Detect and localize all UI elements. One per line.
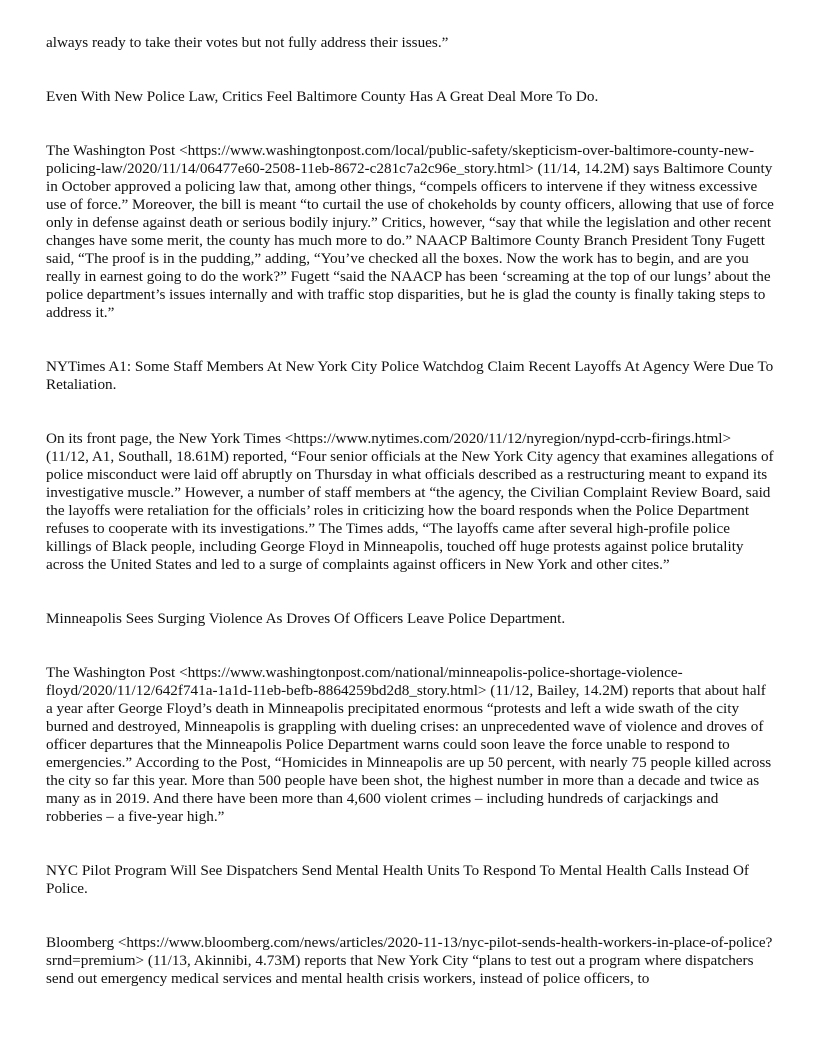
body-paragraph-minneapolis: The Washington Post <https://www.washingtonpost.com/national/minneapolis-police-shortage-violence-floyd/2020/11/12/642f741a-1a1d-11eb-befb-8864259bd2d8_story.html> (11/12, Bailey, 14.2M) reports that about half a year after George Floyd’s death in Minneapolis precipitated enormous “protests and left a wide swath of the city burned and destroyed, Minneapolis is grappling with dueling crises: an unprecedented wave of violence and droves of officer departures that the Minneapolis Police Department warns could soon leave the force unable to respond to emergencies.” According to the Post, “Homicides in Minneapolis are up 50 percent, with nearly 75 people killed across the city so far this year. More than 500 people have been shot, the highest number in more than a decade and twice as many as in 2019. And there have been more than 4,600 violent crimes – including hundreds of carjackings and robberies – a five-year high.” (46, 664, 772, 825)
body-paragraph-continued: always ready to take their votes but not fully address their issues.” (46, 34, 449, 51)
headline-nyc-pilot: NYC Pilot Program Will See Dispatchers Send Mental Health Units To Respond To Mental Health Calls Instead Of Police. (46, 862, 749, 897)
body-paragraph-nyc-watchdog: On its front page, the New York Times <https://www.nytimes.com/2020/11/12/nyregion/nypd-ccrb-firings.html> (11/12, A1, Southall, 18.61M) reported, “Four senior officials at the New York City agency that examines allegations of police misconduct were laid off abruptly on Thursday in what officials described as a restructuring meant to expand its investigative muscle.” However, a number of staff members at “the agency, the Civilian Complaint Review Board, said the layoffs were retaliation for the officials’ roles in criticizing how the board responds when the Police Department refuses to cooperate with its investigations.” The Times adds, “The layoffs came after several high-profile police killings of Black people, including George Floyd in Minneapolis, touched off huge protests against police brutality across the United States and led to a surge of complaints against officers in New York and other cites.” (46, 430, 774, 573)
headline-minneapolis: Minneapolis Sees Surging Violence As Droves Of Officers Leave Police Department. (46, 610, 566, 627)
headline-nyc-watchdog: NYTimes A1: Some Staff Members At New York City Police Watchdog Claim Recent Layoffs At Agency Were Due To Retaliation. (46, 358, 774, 393)
body-paragraph-nyc-pilot: Bloomberg <https://www.bloomberg.com/news/articles/2020-11-13/nyc-pilot-sends-health-workers-in-place-of-police?srnd=premium> (11/13, Akinnibi, 4.73M) reports that New York City “plans to test out a program where dispatchers send out emergency medical services and mental health crisis workers, instead of police officers, to (46, 934, 773, 987)
headline-baltimore-county: Even With New Police Law, Critics Feel Baltimore County Has A Great Deal More To Do. (46, 88, 599, 105)
body-paragraph-baltimore-county: The Washington Post <https://www.washingtonpost.com/local/public-safety/skepticism-over-baltimore-county-new-policing-law/2020/11/14/06477e60-2508-11eb-8672-c281c7a2c96e_story.html> (11/14, 14.2M) says Baltimore County in October approved a policing law that, among other things, “compels officers to intervene if they witness excessive use of force.” Moreover, the bill is meant “to curtail the use of chokeholds by county officers, allowing that use of force only in defense against death or serious bodily injury.” Critics, however, “say that while the legislation and other recent changes have some merit, the county has much more to do.” NAACP Baltimore County Branch President Tony Fugett said, “The proof is in the pudding,” adding, “You’ve checked all the boxes. Now the work has to begin, and are you really in earnest going to do the work?” Fugett “said the NAACP has been ‘screaming at the top of our lungs’ about the police department’s issues internally and with traffic stop disparities, but he is glad the county is finally taking steps to address it.” (46, 142, 774, 321)
document-page (46, 34, 774, 988)
